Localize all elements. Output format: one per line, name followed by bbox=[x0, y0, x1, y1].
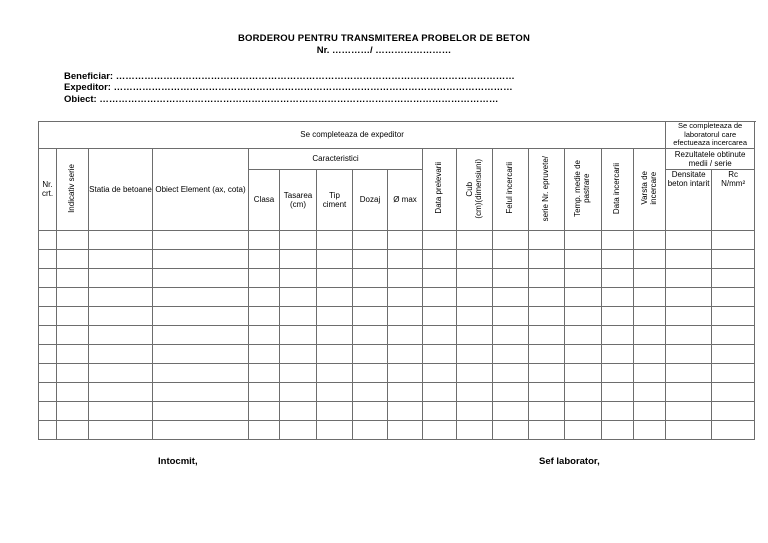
beneficiar-field: Beneficiar: ……………………………………………………………………………………………………………… bbox=[64, 71, 515, 82]
table-cell bbox=[39, 287, 57, 306]
table-cell bbox=[280, 401, 317, 420]
sef-laborator-signature-label: Sef laborator, bbox=[539, 456, 600, 467]
table-cell bbox=[388, 420, 423, 439]
table-cell bbox=[388, 363, 423, 382]
table-cell bbox=[634, 306, 666, 325]
table-cell bbox=[565, 230, 602, 249]
table-cell bbox=[423, 401, 457, 420]
table-cell bbox=[388, 401, 423, 420]
table-cell bbox=[353, 306, 388, 325]
table-cell bbox=[602, 401, 634, 420]
table-cell bbox=[712, 287, 755, 306]
table-cell bbox=[353, 363, 388, 382]
col-densitate: Densitate beton intarit bbox=[666, 169, 712, 230]
table-cell bbox=[39, 382, 57, 401]
table-cell bbox=[666, 268, 712, 287]
table-cell bbox=[39, 249, 57, 268]
table-cell bbox=[634, 401, 666, 420]
table-cell bbox=[39, 344, 57, 363]
table-cell bbox=[712, 249, 755, 268]
table-cell bbox=[666, 249, 712, 268]
table-cell bbox=[280, 382, 317, 401]
table-cell bbox=[89, 344, 153, 363]
table-cell bbox=[39, 306, 57, 325]
table-cell bbox=[666, 230, 712, 249]
table-cell bbox=[153, 230, 249, 249]
col-statia-betoane: Statia de betoane bbox=[89, 148, 153, 230]
table-cell bbox=[423, 249, 457, 268]
table-cell bbox=[57, 249, 89, 268]
col-temp-pastrare: Temp. medie de pastrare bbox=[565, 148, 602, 230]
table-cell bbox=[529, 268, 565, 287]
col-varsta-incercare: Varsta de incercare bbox=[634, 148, 666, 230]
col-data-incercarii: Data incercarii bbox=[602, 148, 634, 230]
table-cell bbox=[493, 249, 529, 268]
table-cell bbox=[388, 306, 423, 325]
table-cell bbox=[388, 344, 423, 363]
table-cell bbox=[57, 401, 89, 420]
table-cell bbox=[602, 344, 634, 363]
table-cell bbox=[39, 401, 57, 420]
table-cell bbox=[634, 230, 666, 249]
col-indicativ-serie: Indicativ serie bbox=[57, 148, 89, 230]
table-cell bbox=[602, 420, 634, 439]
table-cell bbox=[249, 401, 280, 420]
table-cell bbox=[423, 230, 457, 249]
table-cell bbox=[634, 420, 666, 439]
table-cell bbox=[353, 230, 388, 249]
table-cell bbox=[602, 306, 634, 325]
table-cell bbox=[457, 401, 493, 420]
table-cell bbox=[153, 268, 249, 287]
section-laborator-header: Se completeaza de laboratorul care efectueaza incercarea bbox=[666, 122, 755, 149]
table-cell bbox=[712, 363, 755, 382]
table-cell bbox=[153, 401, 249, 420]
table-cell bbox=[39, 230, 57, 249]
section-expeditor-header: Se completeaza de expeditor bbox=[39, 122, 666, 149]
table-cell bbox=[317, 230, 353, 249]
table-cell bbox=[565, 420, 602, 439]
table-cell bbox=[89, 382, 153, 401]
table-cell bbox=[565, 344, 602, 363]
table-row bbox=[39, 230, 755, 249]
table-cell bbox=[89, 230, 153, 249]
table-cell bbox=[423, 420, 457, 439]
table-cell bbox=[57, 363, 89, 382]
table-cell bbox=[602, 287, 634, 306]
table-cell bbox=[457, 363, 493, 382]
col-obiect-element: Obiect Element (ax, cota) bbox=[153, 148, 249, 230]
table-cell bbox=[666, 287, 712, 306]
table-cell bbox=[457, 249, 493, 268]
table-cell bbox=[529, 363, 565, 382]
table-cell bbox=[153, 344, 249, 363]
table-cell bbox=[423, 306, 457, 325]
col-felul-incercarii: Felul incercarii bbox=[493, 148, 529, 230]
table-cell bbox=[457, 325, 493, 344]
table-cell bbox=[89, 249, 153, 268]
table-cell bbox=[57, 420, 89, 439]
table-cell bbox=[57, 230, 89, 249]
table-cell bbox=[89, 325, 153, 344]
document-title: BORDEROU PENTRU TRANSMITEREA PROBELOR DE BETON bbox=[237, 33, 531, 44]
col-rc: Rc N/mm² bbox=[712, 169, 755, 230]
table-cell bbox=[493, 344, 529, 363]
table-cell bbox=[493, 401, 529, 420]
table-cell bbox=[423, 268, 457, 287]
obiect-field: Obiect: ……………………………………………………………………………………………………………… bbox=[64, 94, 499, 105]
table-cell bbox=[602, 230, 634, 249]
table-cell bbox=[89, 363, 153, 382]
table-cell bbox=[565, 325, 602, 344]
table-cell bbox=[280, 306, 317, 325]
table-cell bbox=[388, 249, 423, 268]
table-cell bbox=[388, 268, 423, 287]
table-cell bbox=[317, 306, 353, 325]
table-cell bbox=[249, 268, 280, 287]
table-cell bbox=[153, 249, 249, 268]
table-cell bbox=[602, 325, 634, 344]
table-cell bbox=[249, 287, 280, 306]
table-cell bbox=[57, 268, 89, 287]
table-cell bbox=[249, 325, 280, 344]
table-cell bbox=[666, 363, 712, 382]
table-cell bbox=[634, 249, 666, 268]
table-cell bbox=[634, 344, 666, 363]
table-cell bbox=[353, 268, 388, 287]
table-cell bbox=[565, 249, 602, 268]
table-cell bbox=[57, 325, 89, 344]
table-cell bbox=[493, 287, 529, 306]
table-row bbox=[39, 420, 755, 439]
col-nr-epruvete: serie Nr. epruvete/ bbox=[529, 148, 565, 230]
table-cell bbox=[280, 363, 317, 382]
table-cell bbox=[280, 249, 317, 268]
table-cell bbox=[280, 287, 317, 306]
table-cell bbox=[280, 268, 317, 287]
table-cell bbox=[249, 230, 280, 249]
table-cell bbox=[529, 401, 565, 420]
table-cell bbox=[317, 249, 353, 268]
table-cell bbox=[89, 401, 153, 420]
table-cell bbox=[602, 363, 634, 382]
table-cell bbox=[317, 268, 353, 287]
table-cell bbox=[666, 344, 712, 363]
table-row bbox=[39, 268, 755, 287]
table-cell bbox=[317, 344, 353, 363]
table-cell bbox=[493, 420, 529, 439]
table-cell bbox=[565, 363, 602, 382]
table-cell bbox=[634, 382, 666, 401]
table-cell bbox=[57, 306, 89, 325]
table-row bbox=[39, 401, 755, 420]
table-cell bbox=[353, 249, 388, 268]
table-cell bbox=[153, 382, 249, 401]
table-cell bbox=[353, 325, 388, 344]
table-cell bbox=[493, 363, 529, 382]
table-cell bbox=[39, 363, 57, 382]
table-cell bbox=[666, 420, 712, 439]
table-cell bbox=[39, 268, 57, 287]
table-cell bbox=[493, 306, 529, 325]
table-cell bbox=[89, 287, 153, 306]
table-cell bbox=[457, 268, 493, 287]
table-cell bbox=[153, 363, 249, 382]
table-cell bbox=[353, 420, 388, 439]
expeditor-field: Expeditor: ……………………………………………………………………………………………………………… bbox=[64, 82, 513, 93]
table-cell bbox=[280, 420, 317, 439]
table-cell bbox=[249, 306, 280, 325]
table-cell bbox=[634, 325, 666, 344]
table-cell bbox=[493, 268, 529, 287]
col-data-prelevarii: Data prelevarii bbox=[423, 148, 457, 230]
table-cell bbox=[317, 420, 353, 439]
table-cell bbox=[634, 287, 666, 306]
table-cell bbox=[457, 344, 493, 363]
table-cell bbox=[317, 287, 353, 306]
table-cell bbox=[457, 382, 493, 401]
samples-table bbox=[38, 121, 755, 440]
table-cell bbox=[249, 420, 280, 439]
table-cell bbox=[423, 344, 457, 363]
table-cell bbox=[565, 268, 602, 287]
table-cell bbox=[249, 249, 280, 268]
col-diametru-max: Ø max bbox=[388, 169, 423, 230]
table-cell bbox=[423, 287, 457, 306]
col-clasa: Clasa bbox=[249, 169, 280, 230]
table-cell bbox=[423, 325, 457, 344]
table-row bbox=[39, 382, 755, 401]
table-cell bbox=[353, 382, 388, 401]
table-cell bbox=[457, 420, 493, 439]
table-cell bbox=[317, 363, 353, 382]
table-cell bbox=[423, 382, 457, 401]
table-cell bbox=[249, 344, 280, 363]
table-cell bbox=[89, 420, 153, 439]
table-cell bbox=[712, 382, 755, 401]
table-cell bbox=[280, 344, 317, 363]
table-cell bbox=[565, 306, 602, 325]
table-cell bbox=[529, 420, 565, 439]
table-row bbox=[39, 344, 755, 363]
table-cell bbox=[153, 287, 249, 306]
table-cell bbox=[602, 268, 634, 287]
table-cell bbox=[712, 420, 755, 439]
table-cell bbox=[712, 306, 755, 325]
table-cell bbox=[529, 249, 565, 268]
table-cell bbox=[712, 230, 755, 249]
table-cell bbox=[565, 401, 602, 420]
table-cell bbox=[634, 268, 666, 287]
table-cell bbox=[388, 230, 423, 249]
table-cell bbox=[529, 306, 565, 325]
rezultate-header: Rezultatele obtinute medii / serie bbox=[666, 148, 755, 169]
table-cell bbox=[57, 287, 89, 306]
table-cell bbox=[39, 325, 57, 344]
table-cell bbox=[57, 344, 89, 363]
table-cell bbox=[493, 325, 529, 344]
intocmit-signature-label: Intocmit, bbox=[158, 456, 198, 467]
table-cell bbox=[317, 382, 353, 401]
table-cell bbox=[317, 401, 353, 420]
table-cell bbox=[89, 268, 153, 287]
table-cell bbox=[153, 420, 249, 439]
col-tip-ciment: Tip ciment bbox=[317, 169, 353, 230]
table-cell bbox=[712, 401, 755, 420]
table-cell bbox=[529, 344, 565, 363]
table-cell bbox=[457, 306, 493, 325]
table-cell bbox=[353, 344, 388, 363]
table-cell bbox=[57, 382, 89, 401]
table-cell bbox=[712, 268, 755, 287]
table-cell bbox=[388, 382, 423, 401]
table-cell bbox=[602, 249, 634, 268]
table-cell bbox=[493, 230, 529, 249]
table-cell bbox=[666, 382, 712, 401]
caracteristici-header: Caracteristici bbox=[249, 148, 423, 169]
table-cell bbox=[666, 306, 712, 325]
table-cell bbox=[666, 325, 712, 344]
col-nr-crt: Nr. crt. bbox=[39, 148, 57, 230]
table-row bbox=[39, 325, 755, 344]
table-cell bbox=[565, 287, 602, 306]
table-cell bbox=[153, 325, 249, 344]
table-cell bbox=[249, 363, 280, 382]
table-row bbox=[39, 363, 755, 382]
table-cell bbox=[280, 230, 317, 249]
table-cell bbox=[602, 382, 634, 401]
table-cell bbox=[353, 287, 388, 306]
table-cell bbox=[280, 325, 317, 344]
table-cell bbox=[423, 363, 457, 382]
col-cub-dimensiuni: Cub (cm)(dimensiuni) bbox=[457, 148, 493, 230]
table-cell bbox=[712, 325, 755, 344]
table-cell bbox=[39, 420, 57, 439]
table-cell bbox=[388, 287, 423, 306]
table-cell bbox=[353, 401, 388, 420]
table-cell bbox=[529, 382, 565, 401]
table-cell bbox=[388, 325, 423, 344]
table-row bbox=[39, 249, 755, 268]
table-cell bbox=[457, 230, 493, 249]
table-cell bbox=[317, 325, 353, 344]
table-cell bbox=[153, 306, 249, 325]
col-dozaj: Dozaj bbox=[353, 169, 388, 230]
table-cell bbox=[529, 230, 565, 249]
table-row bbox=[39, 287, 755, 306]
table-cell bbox=[712, 344, 755, 363]
table-cell bbox=[565, 382, 602, 401]
table-cell bbox=[249, 382, 280, 401]
table-row bbox=[39, 306, 755, 325]
table-cell bbox=[493, 382, 529, 401]
table-cell bbox=[457, 287, 493, 306]
table-cell bbox=[529, 325, 565, 344]
table-cell bbox=[666, 401, 712, 420]
document-number-line: Nr. …………/ …………………… bbox=[316, 45, 452, 56]
table-cell bbox=[529, 287, 565, 306]
table-cell bbox=[634, 363, 666, 382]
table-cell bbox=[89, 306, 153, 325]
col-tasarea: Tasarea (cm) bbox=[280, 169, 317, 230]
